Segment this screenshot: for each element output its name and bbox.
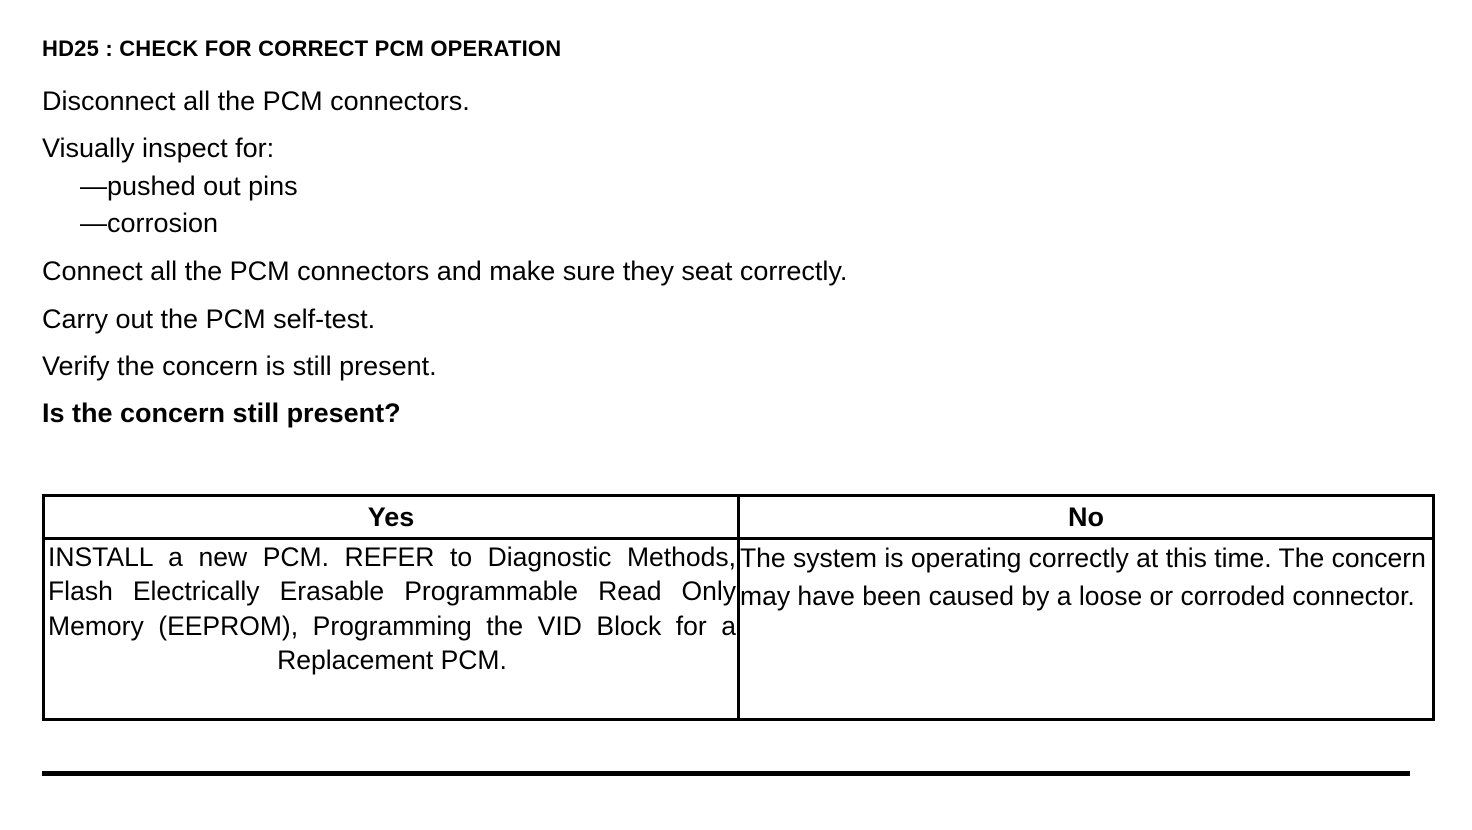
bottom-divider bbox=[42, 771, 1410, 776]
table-cell-no: The system is operating correctly at this time. The concern may have been caused by a loose or corroded connector. bbox=[739, 539, 1434, 720]
instruction-line: Verify the concern is still present. bbox=[42, 350, 437, 381]
table-header-row bbox=[44, 496, 1434, 539]
instruction-line: Connect all the PCM connectors and make sure they seat correctly. bbox=[42, 256, 848, 287]
decision-question: Is the concern still present? bbox=[42, 398, 401, 429]
table-header-yes: Yes bbox=[44, 496, 739, 539]
page-title: HD25 : CHECK FOR CORRECT PCM OPERATION bbox=[42, 36, 562, 61]
table-header-no: No bbox=[739, 496, 1434, 539]
instruction-block bbox=[42, 82, 1422, 433]
inspect-item: —corrosion bbox=[80, 208, 219, 239]
instruction-line: Disconnect all the PCM connectors. bbox=[42, 86, 470, 116]
instruction-line: Carry out the PCM self-test. bbox=[42, 303, 376, 334]
table-cell-yes bbox=[44, 539, 739, 720]
table-row bbox=[44, 539, 1434, 720]
decision-table bbox=[42, 494, 1435, 721]
instruction-line: Visually inspect for: bbox=[42, 133, 275, 164]
table-cell-yes-text: INSTALL a new PCM. REFER to Diagnostic Methods, Flash Electrically Erasable Programmable Read Only Memory (EEPROM), Programming the VID Block for a Replacement PCM. bbox=[48, 542, 736, 676]
inspect-item: —pushed out pins bbox=[80, 170, 298, 201]
